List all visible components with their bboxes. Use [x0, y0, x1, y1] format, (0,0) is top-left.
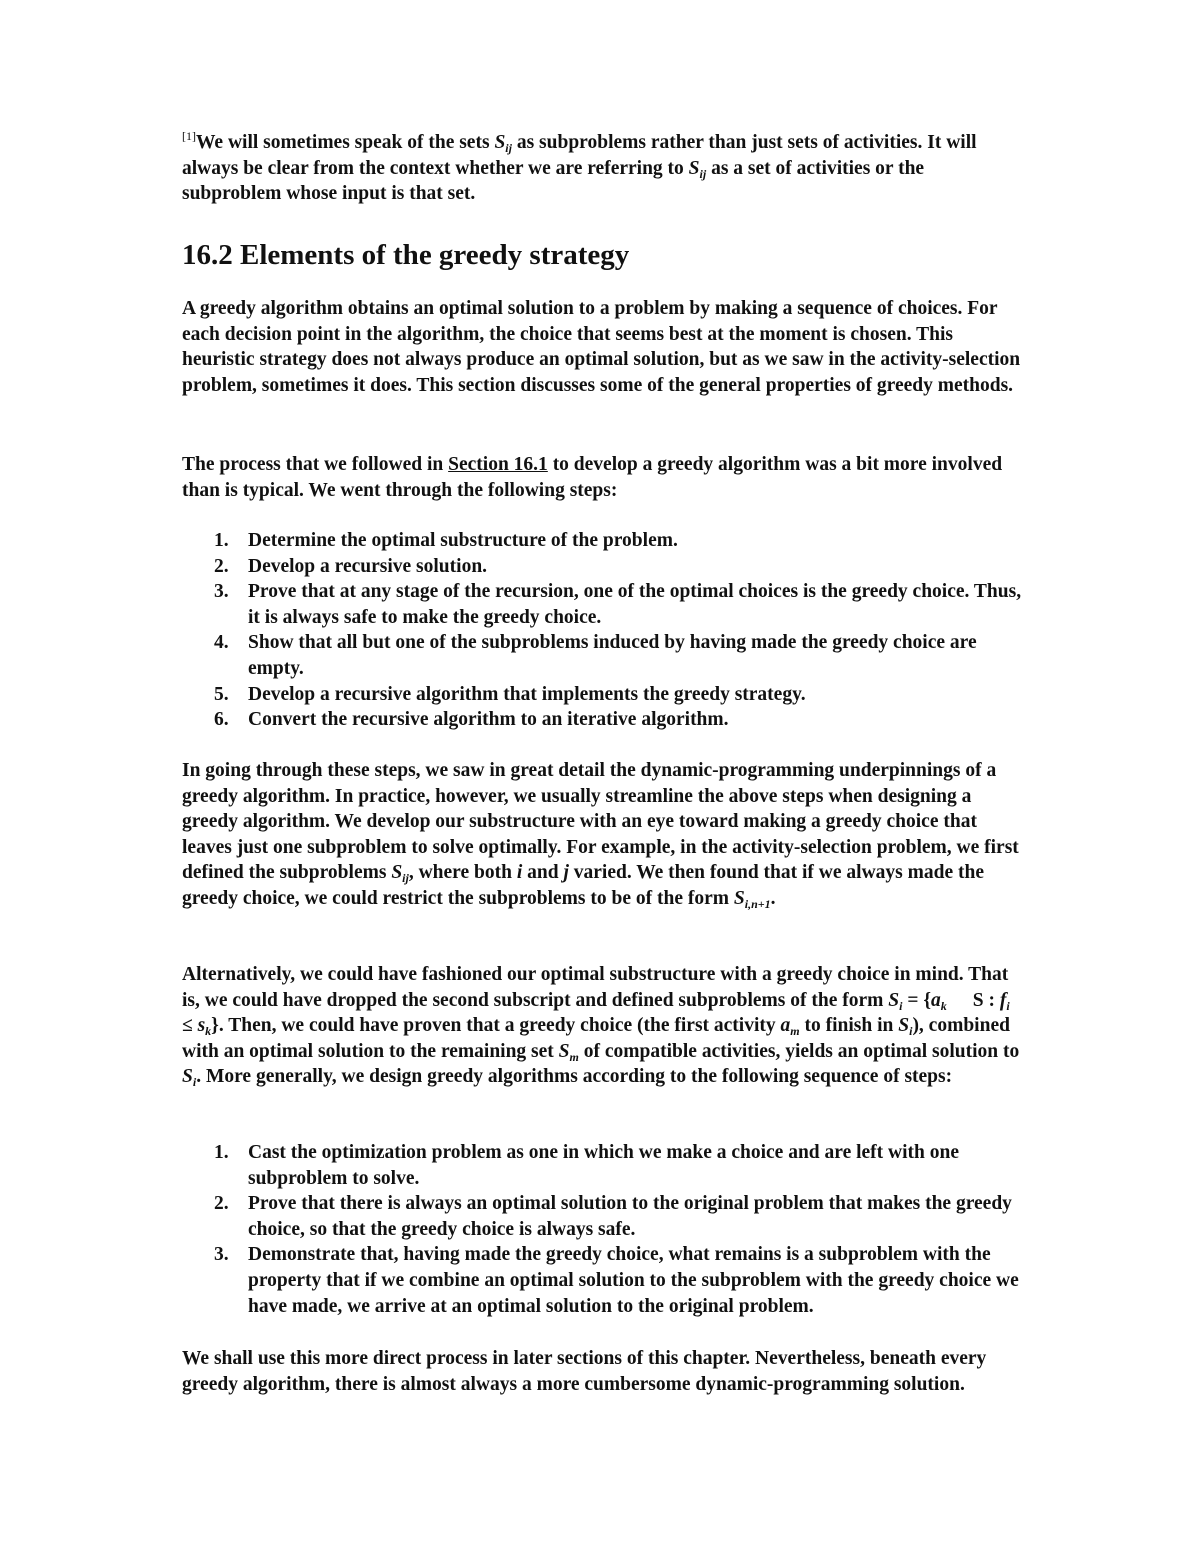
list-item-number: 1. [214, 1142, 229, 1163]
closing-paragraph: We shall use this more direct process in later sections of this chapter. Nevertheless, beneath every greedy algorithm, there is almost always a more cumbersome dynamic-programming solution. [182, 1348, 987, 1395]
design-list-item [182, 1140, 1022, 1191]
list-item-text: Determine the optimal substructure of the problem. [248, 530, 678, 551]
steps-list [182, 528, 1022, 733]
steps-list-block [182, 528, 1022, 733]
intro-paragraph-block [182, 296, 1022, 398]
steps-list-item [182, 579, 1022, 630]
process-paragraph: The process that we followed in Section 16.1 to develop a greedy algorithm was a bit more involved than is typical. We went through the following steps: [182, 454, 1003, 501]
process-paragraph-block [182, 452, 1022, 503]
section-heading-block [182, 238, 1022, 272]
steps-list-item [182, 528, 1022, 554]
list-item-number: 2. [214, 555, 229, 577]
section-16-1-link[interactable]: Section 16.1 [448, 454, 548, 475]
list-item-text: Develop a recursive solution. [248, 555, 488, 577]
list-item-text: Demonstrate that, having made the greedy choice, what remains is a subproblem with the property that if we combine an optimal solution to the subproblem with the greedy choice we have made, we arrive at an optimal solution to the original problem. [248, 1244, 1019, 1317]
design-list [182, 1140, 1022, 1319]
steps-list-item [182, 682, 1022, 708]
list-item-number: 3. [214, 1244, 229, 1266]
intro-paragraph: A greedy algorithm obtains an optimal solution to a problem by making a sequence of choices. For each decision point in the algorithm, the choice that seems best at the moment is chosen. This heuristic strategy does not always produce an optimal solution, but as we saw in the activity-selection problem, sometimes it does. This section discusses some of the general properties of greedy methods. [182, 298, 1021, 396]
list-item-text: Convert the recursive algorithm to an iterative algorithm. [248, 709, 729, 731]
section-heading: 16.2 Elements of the greedy strategy [182, 239, 630, 271]
footnote-text: [1]We will sometimes speak of the sets $S_{ij}$ as subproblems rather than just sets of activities. It will always be clear from the context whether we are referring to $S_{ij}$ as a set of activities or the subproblem whose input is that set. [182, 129, 977, 205]
list-item-text: Prove that at any stage of the recursion, one of the optimal choices is the greedy choice. Thus, it is always safe to make the greedy choice. [248, 581, 1022, 628]
list-item-number: 2. [214, 1193, 229, 1215]
alt-paragraph: Alternatively, we could have fashioned our optimal substructure with a greedy choice in mind. That is, we could have dropped the second subscript and defined subproblems of the form $S_i = \{a_k$ S : $f_i \le s_k$}. Then, we could have proven that a greedy choice (the first activity $a_m$ to finish in $S_i$), combined with an optimal solution to the remaining set $S_m$ of compatible activities, yields an optimal solution to $S_i$. More generally, we design greedy algorithms according to the following sequence of steps: [182, 964, 1020, 1090]
list-item-number: 1. [214, 530, 229, 551]
list-item-text: Show that all but one of the subproblems induced by having made the greedy choice are empty. [248, 632, 977, 679]
list-item-text: Develop a recursive algorithm that implements the greedy strategy. [248, 683, 806, 705]
list-item-number: 4. [214, 632, 229, 654]
design-list-block [182, 1140, 1022, 1319]
list-item-number: 6. [214, 709, 229, 731]
going-paragraph: In going through these steps, we saw in great detail the dynamic-programming underpinnings of a greedy algorithm. In practice, however, we usually streamline the above steps when designing a greedy algorithm. We develop our substructure with an eye toward making a greedy choice that leaves just one subproblem to solve optimally. For example, in the activity-selection problem, we first defined the subproblems $S_{ij}$, where both i and j varied. We then found that if we always made the greedy choice, we could restrict the subproblems to be of the form $S_{i,n+1}$. [182, 760, 1019, 911]
steps-list-item [182, 554, 1022, 580]
footnote [182, 130, 1022, 207]
list-item-text: Prove that there is always an optimal solution to the original problem that makes the greedy choice, so that the greedy choice is always safe. [248, 1193, 1012, 1240]
list-item-number: 3. [214, 581, 229, 603]
going-paragraph-block [182, 758, 1022, 912]
footnote-marker: [1] [182, 129, 196, 143]
design-list-item [182, 1242, 1022, 1319]
steps-list-item [182, 707, 1022, 733]
alt-paragraph-block [182, 962, 1022, 1090]
closing-paragraph-block [182, 1346, 1022, 1397]
design-list-item [182, 1191, 1022, 1242]
list-item-number: 5. [214, 683, 229, 705]
steps-list-item [182, 630, 1022, 681]
list-item-text: Cast the optimization problem as one in which we make a choice and are left with one subproblem to solve. [248, 1142, 959, 1189]
